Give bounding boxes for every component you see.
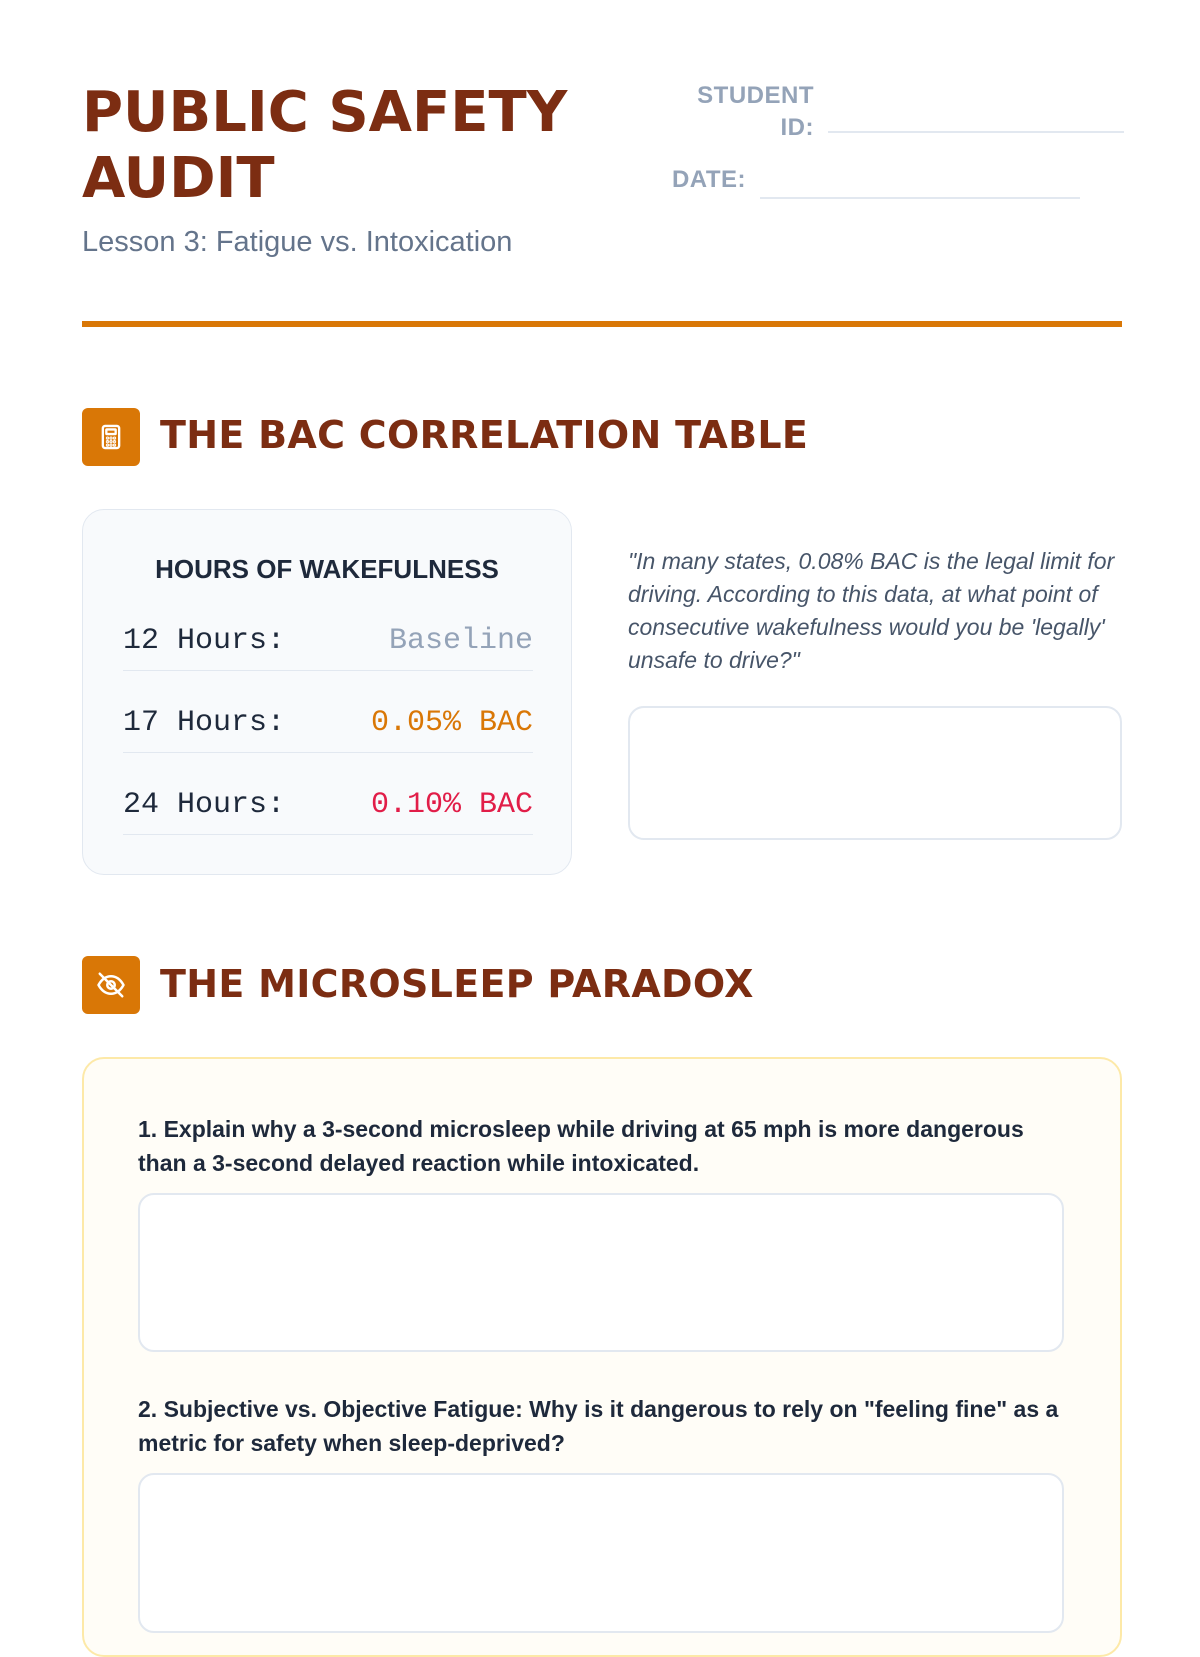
question-2-text: 2. Subjective vs. Objective Fatigue: Why is it dangerous to rely on "feeling fine" as a metric for safety when sleep-deprived? bbox=[138, 1396, 1059, 1456]
student-id-label bbox=[680, 80, 814, 144]
header-divider bbox=[82, 321, 1122, 327]
bac-row bbox=[123, 702, 533, 753]
question-1-text: 1. Explain why a 3-second microsleep while driving at 65 mph is more dangerous than a 3-second delayed reaction while intoxicated. bbox=[138, 1116, 1024, 1176]
student-id-label-line2: ID: bbox=[780, 114, 814, 141]
bac-row-value: 0.05% BAC bbox=[370, 706, 533, 740]
bac-row-value: 0.10% BAC bbox=[370, 788, 533, 822]
student-id-field[interactable] bbox=[828, 131, 1124, 133]
student-id-label-line1: STUDENT bbox=[697, 82, 814, 109]
bac-row bbox=[123, 784, 533, 835]
bac-row-value: Baseline bbox=[388, 624, 533, 658]
bac-row bbox=[123, 620, 533, 671]
page-subtitle: Lesson 3: Fatigue vs. Intoxication bbox=[82, 226, 513, 258]
date-field[interactable] bbox=[760, 197, 1080, 199]
section-title-bac: THE BAC CORRELATION TABLE bbox=[160, 413, 809, 457]
calculator-icon bbox=[82, 408, 140, 466]
bac-table-card bbox=[82, 509, 572, 875]
bac-table-title: HOURS OF WAKEFULNESS bbox=[155, 554, 499, 584]
date-label: DATE: bbox=[671, 166, 746, 193]
question-1-answer-box[interactable] bbox=[138, 1193, 1064, 1352]
bac-question-prompt: "In many states, 0.08% BAC is the legal limit for driving. According to this data, at what point of consecutive wakefulness would you be 'legally' unsafe to drive?" bbox=[628, 548, 1115, 673]
bac-row-label: 24 Hours: bbox=[123, 788, 286, 822]
bac-row-label: 17 Hours: bbox=[123, 706, 286, 740]
eye-off-icon bbox=[82, 956, 140, 1014]
page-title: PUBLIC SAFETY AUDIT bbox=[82, 80, 568, 211]
bac-row-label: 12 Hours: bbox=[123, 624, 286, 658]
bac-answer-box[interactable] bbox=[628, 706, 1122, 840]
section-title-microsleep: THE MICROSLEEP PARADOX bbox=[160, 962, 754, 1006]
question-2-answer-box[interactable] bbox=[138, 1473, 1064, 1633]
